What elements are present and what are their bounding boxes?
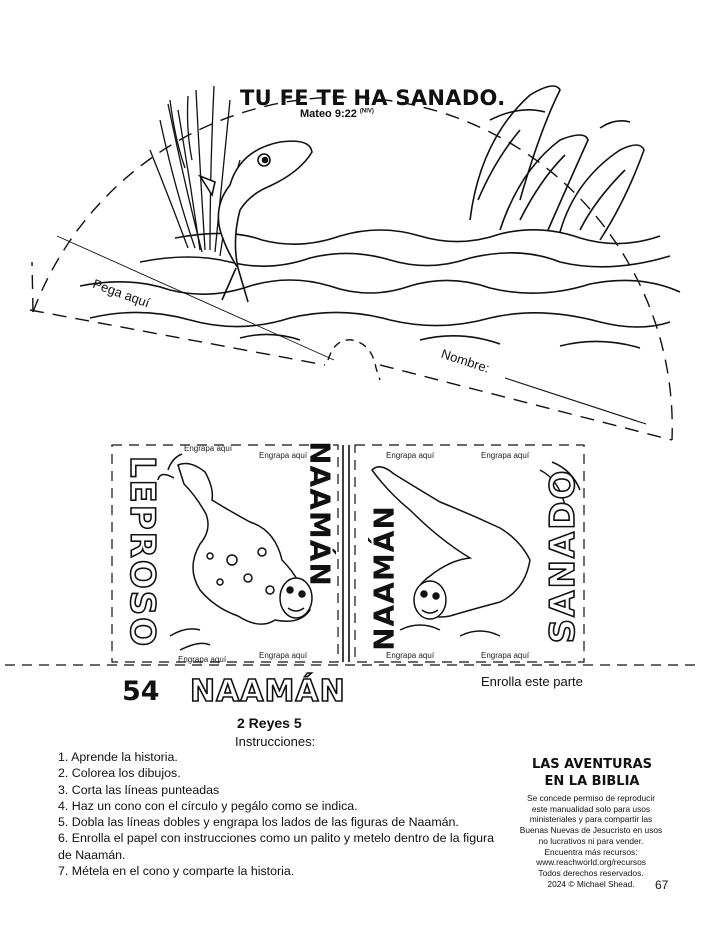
- permission-line: ministeriales y para compartir las: [529, 814, 653, 825]
- verse-reference-text: Mateo 9:22: [300, 108, 357, 120]
- cone-center-notch: [328, 340, 380, 380]
- left-staple-top-right: Engrapa aquí: [259, 451, 308, 460]
- permission-line: Se concede permiso de reproducir: [526, 793, 656, 803]
- instruction-steps: [58, 749, 498, 879]
- permission-line: Buenas Nuevas de Jesucristo en usos: [519, 825, 663, 836]
- word-sanado: SANADO: [543, 468, 583, 644]
- permission-notice: [508, 793, 674, 889]
- brand-title: [512, 756, 672, 790]
- naaman-leper-figure: [158, 454, 312, 650]
- permission-line: www.reachworld.org/recursos: [536, 857, 646, 868]
- page-number: 67: [655, 878, 669, 892]
- water-waves: [80, 230, 680, 348]
- instructions-heading: Instrucciones:: [235, 734, 316, 749]
- left-staple-bottom-left: Engrapa aquí: [178, 655, 227, 664]
- lesson-number: 54: [122, 676, 160, 707]
- instruction-step: 7. Métela en el cono y comparte la historia.: [58, 864, 295, 879]
- instruction-step: 6. Enrolla el papel con instrucciones como un palito y metelo dentro de la figura de Naamán.: [58, 831, 494, 862]
- leaping-fish: [200, 141, 312, 302]
- left-staple-top-left: Engrapa aquí: [184, 444, 233, 453]
- word-naaman-right: NAAMÁN: [367, 505, 401, 651]
- permission-line: Todos derechos reservados.: [538, 867, 644, 878]
- brand-line-2: EN LA BIBLIA: [544, 774, 640, 789]
- glue-label: Pega aquí: [90, 276, 152, 311]
- instruction-step: 4. Haz un cono con el círculo y pegálo como se indica.: [58, 798, 358, 813]
- left-staple-bottom-right: Engrapa aquí: [259, 651, 308, 660]
- right-staple-bottom-right: Engrapa aquí: [481, 651, 530, 660]
- brand-line-1: LAS AVENTURAS: [531, 757, 653, 772]
- roll-label: Enrolla este parte: [481, 674, 583, 689]
- instruction-step: 5. Dobla las líneas dobles y engrapa los lados de las figuras de Naamán.: [58, 815, 459, 830]
- verse-title: TU FE TE HA SANADO.: [240, 86, 506, 110]
- verse-version: (NIV): [359, 108, 374, 115]
- right-staple-top-left: Engrapa aquí: [386, 451, 435, 460]
- cone-cutout: [0, 0, 702, 450]
- double-fold-line: [343, 445, 349, 662]
- word-naaman-left: NAAMÁN: [303, 441, 337, 587]
- figures-panel: [0, 440, 702, 675]
- lesson-title: NAAMÁN: [190, 674, 346, 709]
- name-label: Nombre:: [439, 346, 492, 376]
- name-line: [505, 378, 646, 424]
- cone-cut-bottom: [30, 310, 672, 440]
- right-staple-bottom-left: Engrapa aquí: [386, 651, 435, 660]
- instruction-step: 2. Colorea los dibujos.: [58, 766, 181, 781]
- permission-line: Encuentra más recursos:: [544, 846, 638, 857]
- permission-line: este manualidad solo para usos: [531, 803, 651, 814]
- instruction-step: 1. Aprende la historia.: [58, 750, 178, 764]
- permission-line: no lucrativos ni para vender.: [538, 835, 644, 846]
- scripture-reference: 2 Reyes 5: [237, 715, 302, 731]
- right-staple-top-right: Engrapa aquí: [481, 451, 530, 460]
- instruction-step: 3. Corta las líneas punteadas: [58, 782, 220, 797]
- verse-reference: [300, 108, 374, 120]
- permission-line: 2024 © Michael Shead.: [547, 878, 635, 889]
- word-leproso: LEPROSO: [122, 455, 162, 649]
- cone-cut-left: [32, 262, 33, 312]
